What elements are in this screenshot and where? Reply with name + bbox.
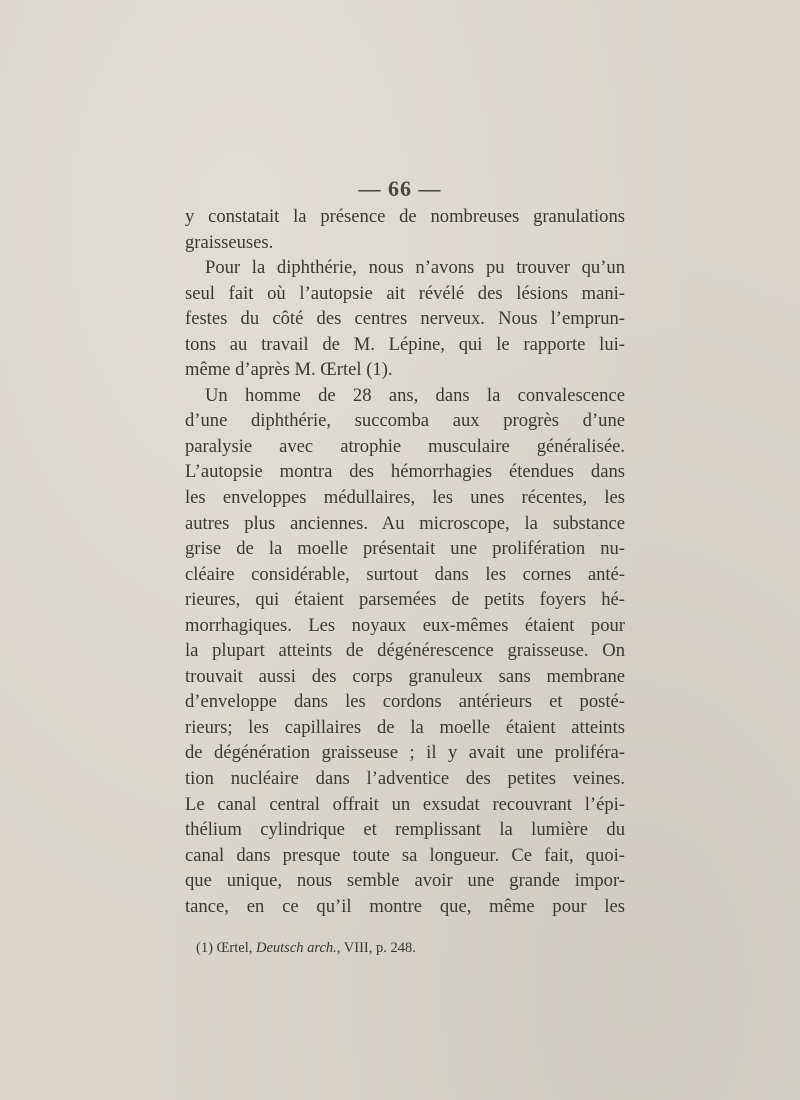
text-line: les enveloppes médullaires, les unes récentes, les [185, 487, 625, 509]
text-line: Un homme de 28 ans, dans la convalescence [205, 384, 625, 406]
text-line: graisseuses. [185, 231, 274, 253]
text-line: la plupart atteints de dégénérescence graisseuse. On [185, 640, 625, 662]
text-line: festes du côté des centres nerveux. Nous l’emprun- [185, 308, 625, 330]
text-line: de dégénération graisseuse ; il y avait une proliféra- [185, 742, 625, 764]
footnote-reference: VIII, p. 248. [340, 940, 416, 956]
text-line: canal dans presque toute sa longueur. Ce fait, quoi- [185, 844, 625, 866]
text-line: grise de la moelle présentait une prolifération nu- [185, 538, 625, 560]
text-line: d’enveloppe dans les cordons antérieurs et posté- [185, 691, 625, 713]
text-line: tance, en ce qu’il montre que, même pour les [185, 895, 625, 917]
text-line: seul fait où l’autopsie ait révélé des lésions mani- [185, 282, 625, 304]
text-line: Le canal central offrait un exsudat recouvrant l’épi- [185, 793, 625, 815]
text-line: autres plus anciennes. Au microscope, la substance [185, 512, 625, 534]
text-line: rieures, qui étaient parsemées de petits foyers hé- [185, 589, 625, 611]
footnote-marker: (1) Œrtel, [196, 940, 256, 956]
text-line: trouvait aussi des corps granuleux sans membrane [185, 665, 625, 687]
text-line: rieurs; les capillaires de la moelle étaient atteints [185, 716, 625, 738]
text-line: tion nucléaire dans l’adventice des petites veines. [185, 768, 625, 790]
text-line: que unique, nous semble avoir une grande impor- [185, 870, 625, 892]
text-line: tons au travail de M. Lépine, qui le rapporte lui- [185, 333, 625, 355]
text-line: même d’après M. Œrtel (1). [185, 359, 393, 381]
footnote [196, 940, 416, 957]
text-line: cléaire considérable, surtout dans les cornes anté- [185, 563, 625, 585]
text-line: d’une diphthérie, succomba aux progrès d’une [185, 410, 625, 432]
page-number: — 66 — [358, 176, 442, 201]
text-line: L’autopsie montra des hémorrhagies étendues dans [185, 461, 625, 483]
text-line: y constatait la présence de nombreuses granulations [185, 206, 625, 227]
text-line: thélium cylindrique et remplissant la lumière du [185, 819, 625, 841]
text-line: paralysie avec atrophie musculaire généralisée. [185, 435, 625, 457]
footnote-journal: Deutsch arch., [256, 940, 341, 956]
body-text [185, 204, 625, 919]
text-line: morrhagiques. Les noyaux eux-mêmes étaient pour [185, 614, 625, 636]
text-line: Pour la diphthérie, nous n’avons pu trouver qu’un [205, 257, 625, 279]
